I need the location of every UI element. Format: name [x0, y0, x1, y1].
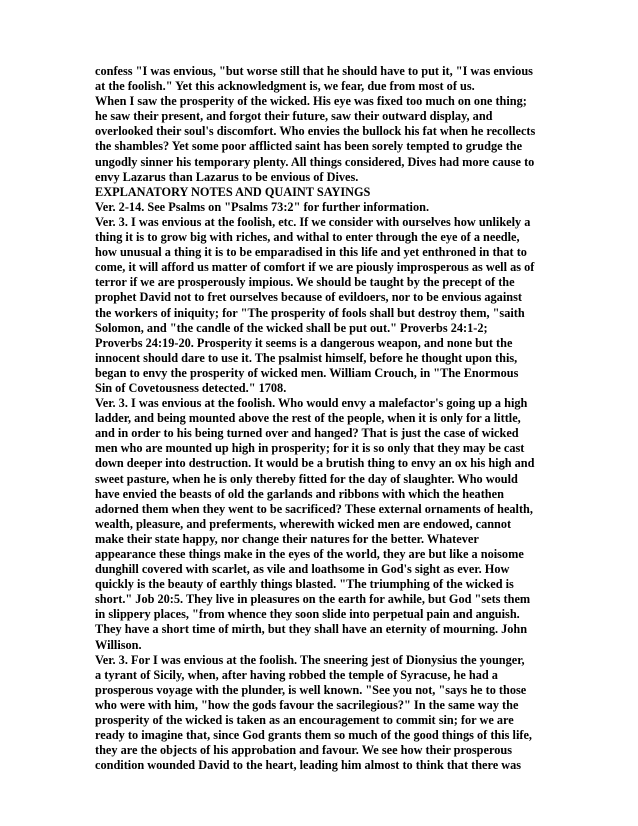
- text-line: Ver. 3. For I was envious at the foolish. The sneering jest of Dionysius the younger,: [95, 652, 525, 667]
- text-line: down deeper into destruction. It would be a brutish thing to envy an ox his high and: [95, 456, 535, 471]
- text-line: They have a short time of mirth, but they shall have an eternity of mourning. John: [95, 622, 528, 637]
- text-line: began to envy the prosperity of wicked men. William Crouch, in "The Enormous: [95, 365, 519, 380]
- text-line: terror if we are prosperously impious. We should be taught by the precept of the: [95, 275, 515, 290]
- text-line: thing it is to grow big with riches, and withal to enter through the eye of a needle,: [95, 230, 520, 245]
- body-text: [95, 64, 555, 773]
- text-line: condition wounded David to the heart, leading him almost to think that there was: [95, 758, 522, 773]
- text-line: men who are mounted up high in prosperity; for it is so only that they may be cast: [95, 441, 525, 456]
- text-line: appearance these things make in the eyes of the world, they are but like a noisome: [95, 547, 524, 561]
- text-line: in slippery places, "from whence they soon slide into perpetual pain and anguish.: [95, 607, 520, 622]
- text-line: Ver. 2-14. See Psalms on "Psalms 73:2" for further information.: [95, 199, 430, 214]
- text-line: prosperous voyage with the plunder, is well known. "See you not, "says he to those: [95, 682, 527, 697]
- text-line: ready to imagine that, since God grants them so much of the good things of this life,: [95, 728, 532, 743]
- text-line: quickly is the beauty of earthly things blasted. "The triumphing of the wicked is: [95, 577, 514, 592]
- text-line: confess "I was envious, "but worse still that he should have to put it, "I was envious: [95, 64, 533, 78]
- text-line: make their state happy, nor change their natures for the better. Whatever: [95, 531, 479, 546]
- text-line: Sin of Covetousness detected." 1708.: [95, 380, 287, 395]
- text-line: short." Job 20:5. They live in pleasures on the earth for awhile, but God "sets them: [95, 592, 531, 607]
- text-line: overlooked their soul's discomfort. Who envies the bullock his fat when he recollects: [95, 124, 536, 139]
- text-line: Willison.: [95, 637, 142, 652]
- text-line: the workers of iniquity; for "The prosperity of fools shall but destroy them, "saith: [95, 305, 525, 320]
- text-line: come, it will afford us matter of comfort if we are piously improsperous as well as of: [95, 260, 535, 275]
- text-line: at the foolish." Yet this acknowledgment is, we fear, due from most of us.: [95, 79, 475, 94]
- text-line: the shambles? Yet some poor afflicted saint has been sorely tempted to grudge the: [95, 139, 523, 154]
- text-line: sweet pasture, when he is only thereby fitted for the day of slaughter. Who would: [95, 471, 518, 486]
- text-line: and in order to his being turned over and hanged? That is just the case of wicked: [95, 426, 519, 441]
- text-line: Proverbs 24:19-20. Prosperity it seems is a dangerous weapon, and none but the: [95, 335, 513, 350]
- text-line: envy Lazarus than Lazarus to be envious of Dives.: [95, 169, 359, 184]
- text-line: Ver. 3. I was envious at the foolish. Who would envy a malefactor's going up a high: [95, 396, 528, 411]
- text-line: how unusual a thing it is to be emparadised in this life and yet enthroned in that to: [95, 245, 527, 260]
- text-line: prophet David not to fret ourselves because of evildoers, nor to be envious against: [95, 290, 522, 305]
- text-line: Ver. 3. I was envious at the foolish, etc. If we consider with ourselves how unlikely a: [95, 214, 531, 229]
- text-line: dunghill covered with scarlet, as vile and loathsome in God's sight as ever. How: [95, 562, 510, 577]
- text-line: have envied the beasts of old the garlands and ribbons with which the heathen: [95, 486, 504, 501]
- text-line: they are the objects of his approbation and favour. We see how their prosperous: [95, 743, 512, 758]
- text-line: ladder, and being mounted above the rest of the people, when it is only for a little,: [95, 411, 521, 426]
- text-line: ungodly sinner his temporary plenty. All things considered, Dives had more cause to: [95, 154, 535, 169]
- text-line: adorned them when they went to be sacrificed? These external ornaments of health,: [95, 501, 533, 516]
- text-line: a tyrant of Sicily, when, after having robbed the temple of Syracuse, he had a: [95, 667, 498, 682]
- text-line: innocent should dare to use it. The psalmist himself, before he thought upon this,: [95, 350, 518, 365]
- text-line: prosperity of the wicked is taken as an encouragement to commit sin; for we are: [95, 713, 514, 728]
- text-line: When I saw the prosperity of the wicked. His eye was fixed too much on one thing;: [95, 94, 527, 109]
- text-line: who were with him, "how the gods favour the sacrilegious?" In the same way the: [95, 697, 519, 712]
- text-line: EXPLANATORY NOTES AND QUAINT SAYINGS: [95, 184, 371, 199]
- text-line: Solomon, and "the candle of the wicked shall be put out." Proverbs 24:1-2;: [95, 320, 488, 335]
- text-line: he saw their present, and forgot their future, saw their outward display, and: [95, 109, 493, 124]
- text-line: wealth, pleasure, and preferments, wherewith wicked men are endowed, cannot: [95, 516, 512, 531]
